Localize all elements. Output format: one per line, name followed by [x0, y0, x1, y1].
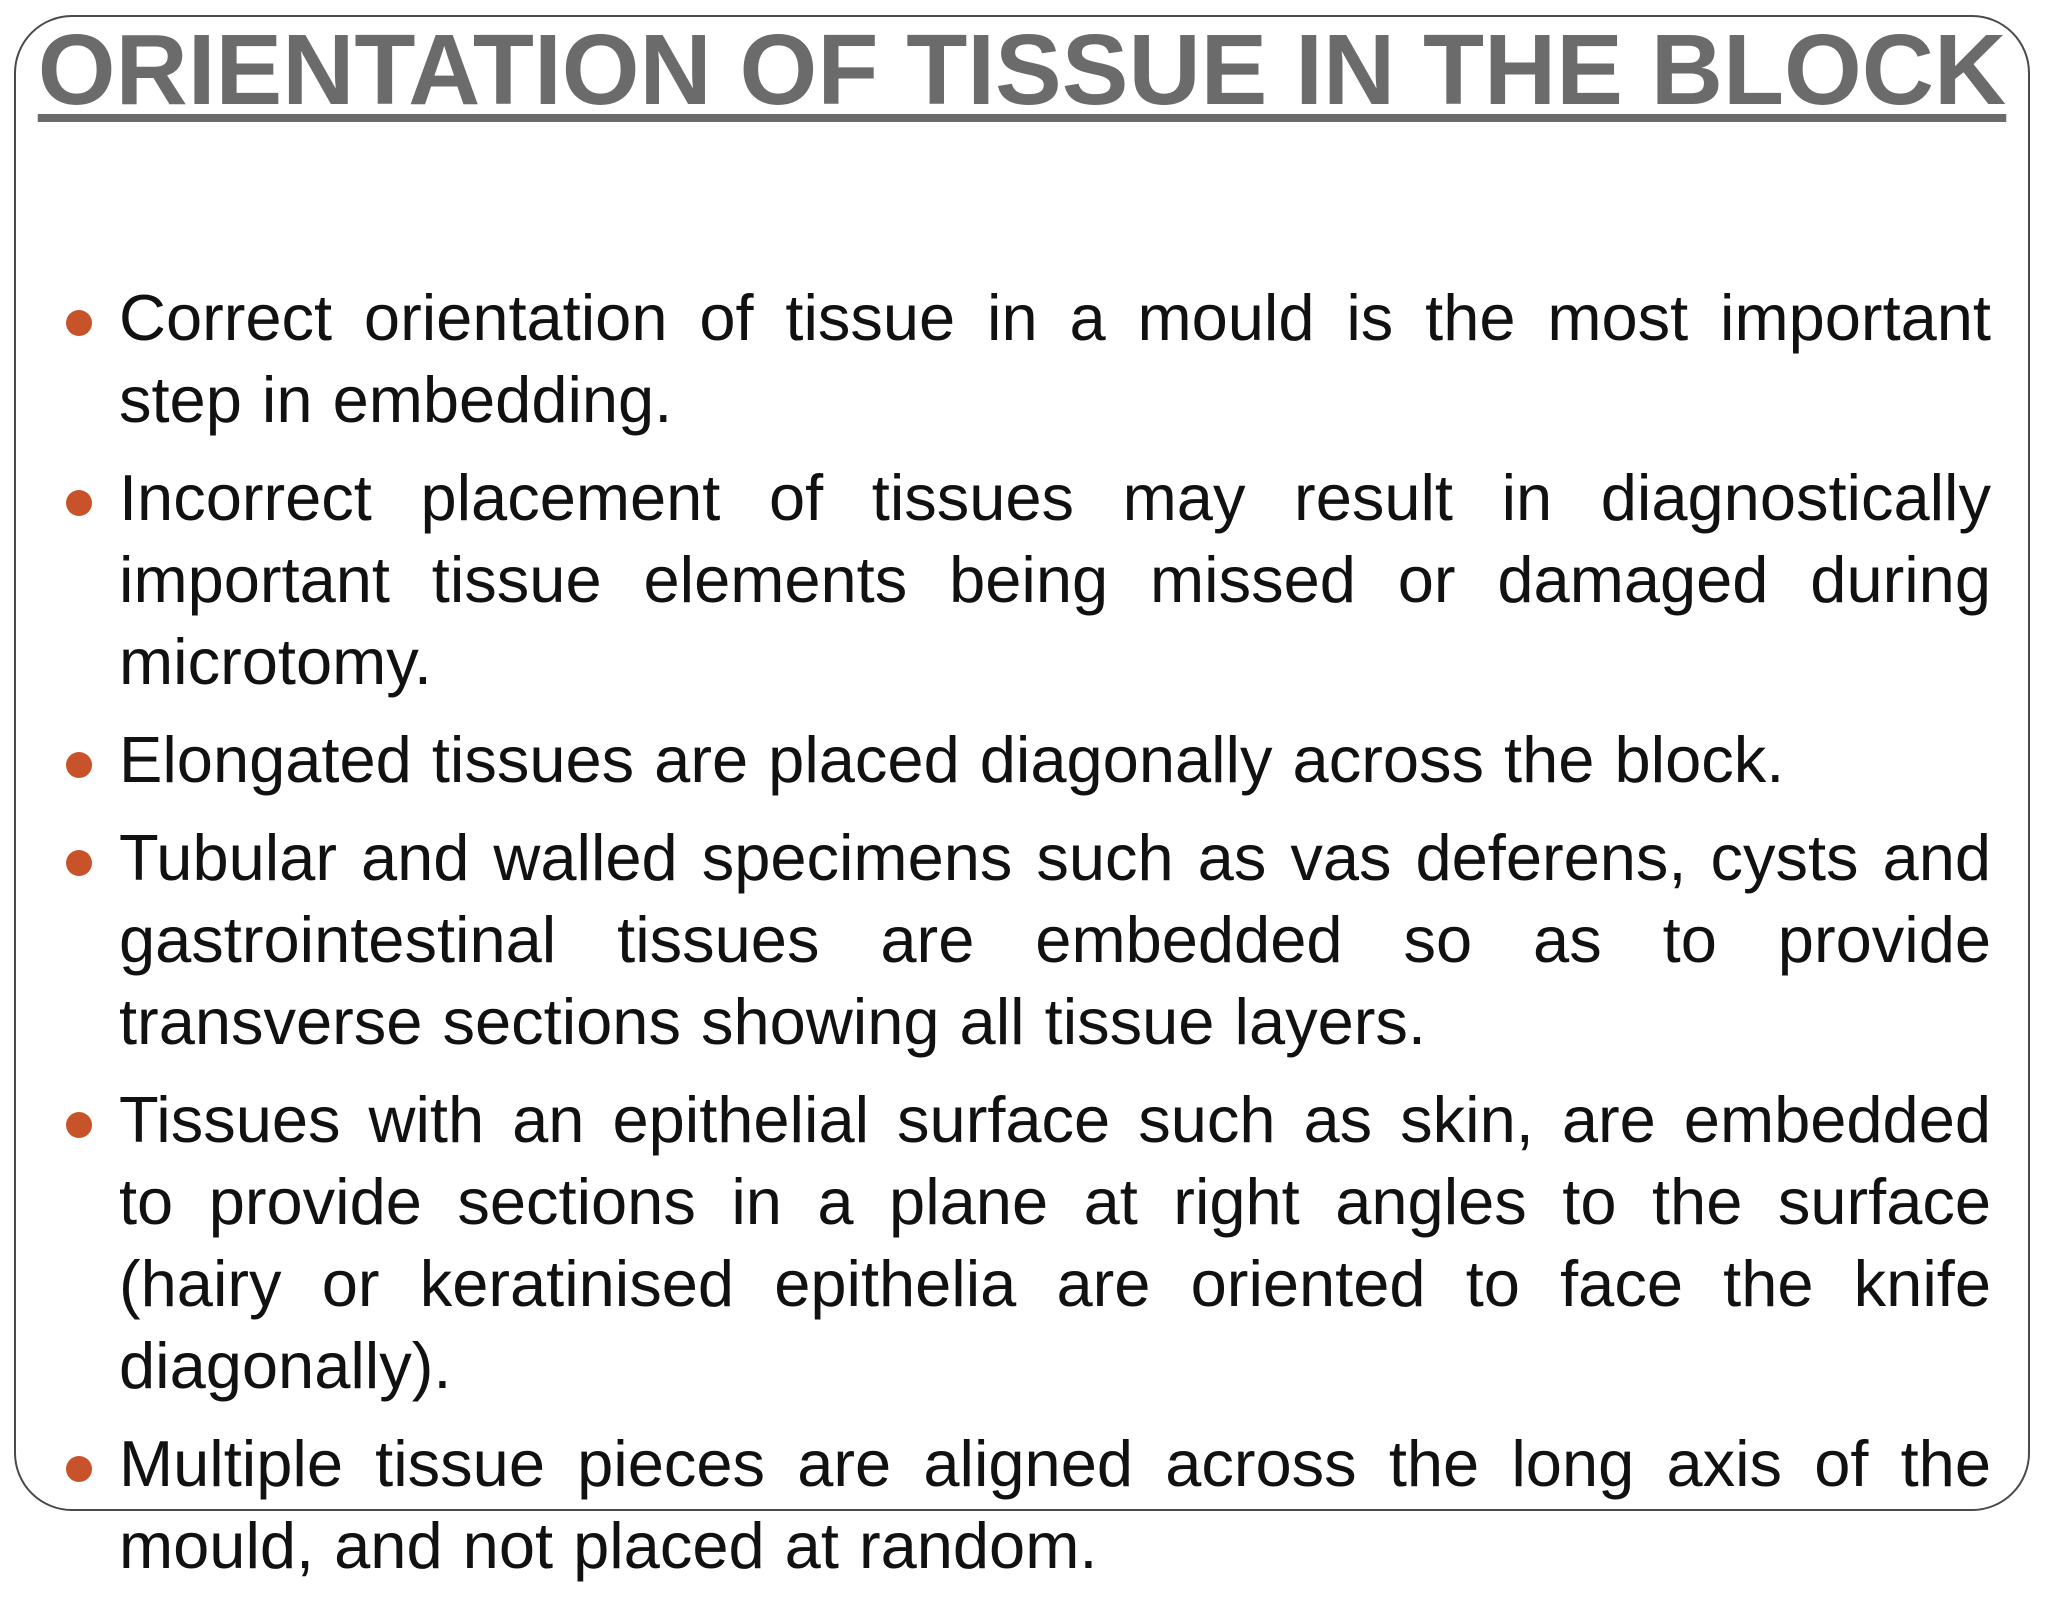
- bullet-item-2: [16, 457, 2028, 703]
- bullet-item-4: [16, 817, 2028, 1063]
- bullet-dot-icon: [66, 1112, 92, 1138]
- bullet-text-3: Elongated tissues are placed diagonally across the block.: [119, 723, 1785, 796]
- bullet-dot-icon: [66, 490, 92, 516]
- bullet-item-1: [16, 277, 2028, 441]
- bullet-text-6: Multiple tissue pieces are aligned across the long axis of the mould, and not placed at random.: [119, 1427, 1991, 1582]
- bullet-item-3: [16, 719, 2028, 801]
- bullet-dot-icon: [66, 850, 92, 876]
- bullet-item-5: [16, 1079, 2028, 1407]
- bullet-item-6: [16, 1423, 2028, 1587]
- bullet-dot-icon: [66, 310, 92, 336]
- bullet-text-1: Correct orientation of tissue in a mould is the most important step in embedding.: [119, 281, 1991, 436]
- bullet-list: [16, 277, 2028, 1603]
- bullet-dot-icon: [66, 752, 92, 778]
- slide-title: ORIENTATION OF TISSUE IN THE BLOCK: [37, 14, 2007, 126]
- bullet-text-2: Incorrect placement of tissues may result in diagnostically important tissue elements being missed or damaged during microtomy.: [119, 461, 1991, 698]
- bullet-text-4: Tubular and walled specimens such as vas deferens, cysts and gastrointestinal tissues are embedded so as to provide transverse sections showing all tissue layers.: [119, 821, 1991, 1058]
- slide-frame: [14, 14, 2030, 1582]
- bullet-dot-icon: [66, 1456, 92, 1482]
- bullet-text-5: Tissues with an epithelial surface such as skin, are embedded to provide sections in a plane at right angles to the surface (hairy or keratinised epithelia are oriented to face the knife diagonally).: [119, 1083, 1991, 1402]
